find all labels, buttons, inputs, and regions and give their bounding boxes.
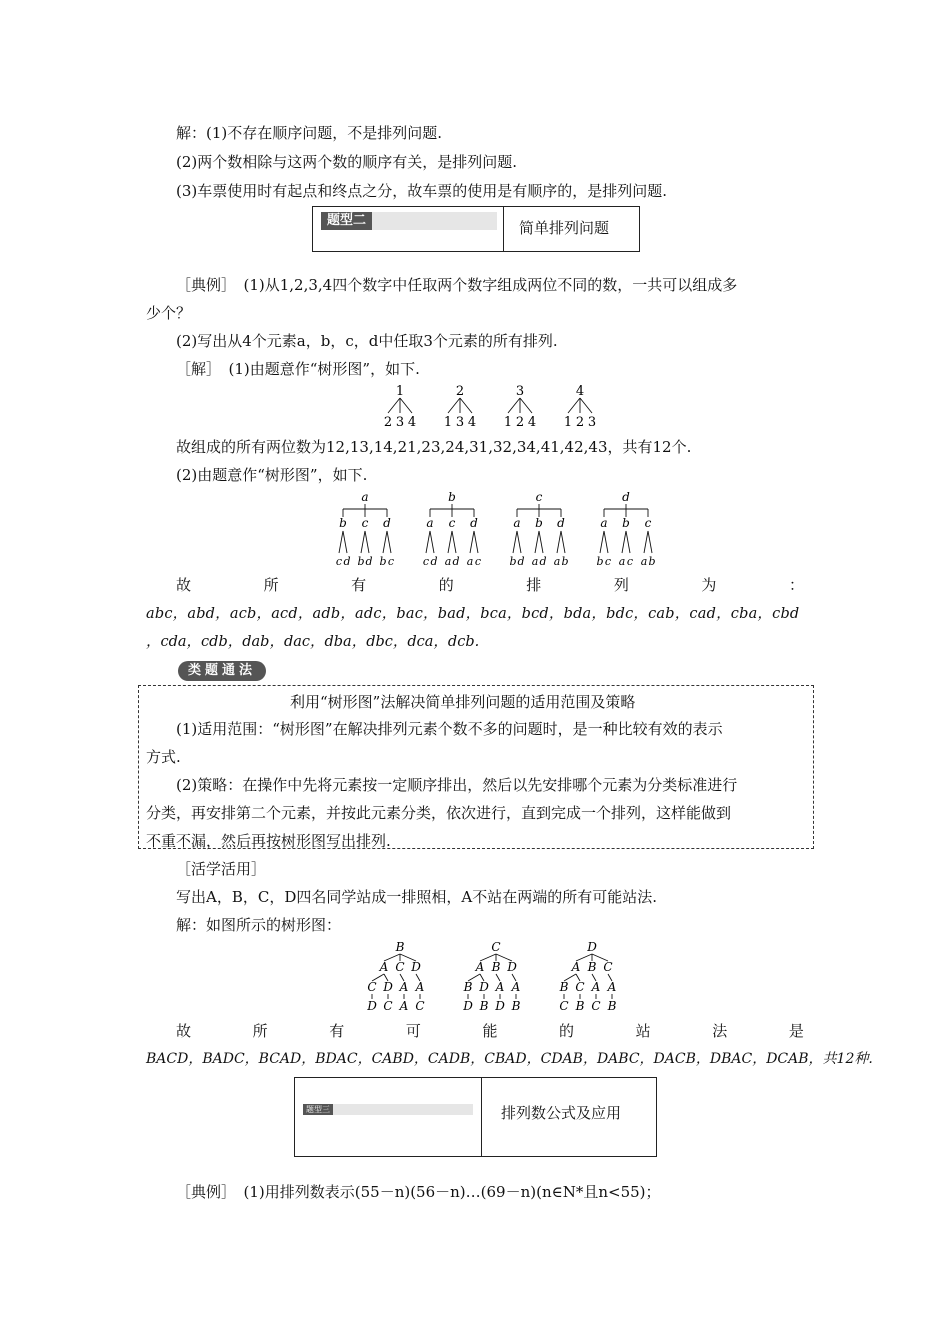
tree-leaf-node: D	[367, 999, 377, 1013]
tree-node: A	[475, 960, 485, 974]
result-word: 为	[701, 576, 717, 594]
tree-leaf-node: 3	[395, 415, 405, 430]
result-word: 所	[252, 1022, 268, 1040]
tree-node: B	[491, 960, 501, 974]
tree-edge	[626, 531, 630, 553]
tree-leaf-node: B	[607, 999, 617, 1013]
tree-mid-node: b	[535, 516, 543, 530]
tree-leaf-node: a	[531, 555, 539, 568]
tree-edge	[474, 531, 478, 553]
tree-leaf-node: b	[596, 555, 604, 568]
tree-root-node: d	[622, 490, 630, 504]
practice-result-list: BACD，BADC，BCAD，BDAC，CABD，CADB，CBAD，CDAB，DABC，DACB，DBAC，DCAB，共12种.	[146, 1051, 873, 1067]
tree-mid-node: c	[644, 516, 652, 530]
tree-node: C	[367, 980, 377, 994]
section-title: 排列数公式及应用	[501, 1104, 622, 1122]
section-tag: 题型三	[303, 1104, 333, 1115]
tree-edge	[580, 398, 592, 413]
tree-leaf-node: B	[479, 999, 489, 1013]
tree-leaf-node: C	[559, 999, 569, 1013]
tree-node: A	[511, 980, 521, 994]
tree-edge	[557, 531, 561, 553]
tree-leaf-node: C	[415, 999, 425, 1013]
tree-leaf-node: a	[444, 555, 452, 568]
tree-node: D	[479, 980, 489, 994]
tree-leaf-node: d	[365, 555, 373, 568]
tree-mid-node: a	[513, 516, 521, 530]
tree-leaf-node: b	[379, 555, 387, 568]
tree-node: D	[383, 980, 393, 994]
tree-root-node: C	[491, 940, 501, 954]
section-tag: 题型二	[321, 212, 372, 230]
tree-mid-node: d	[470, 516, 478, 530]
result-word: 是	[788, 1022, 804, 1040]
tree-root-node: c	[535, 490, 543, 504]
tree-node: A	[399, 980, 409, 994]
tree-leaf-node: c	[387, 555, 395, 568]
practice-question: 写出A，B，C，D四名同学站成一排照相，A不站在两端的所有可能站法.	[176, 888, 657, 906]
example-question-1a: ［典例］ (1)从1,2,3,4四个数字中任取两个数字组成两位不同的数，一共可以组成多	[176, 276, 738, 294]
result-word: 排	[526, 576, 542, 594]
tree-edge	[383, 531, 387, 553]
tree-root-node: D	[587, 940, 597, 954]
tree-mid-node: a	[426, 516, 434, 530]
tree-node: A	[571, 960, 581, 974]
tree-edge	[508, 398, 520, 413]
tree-edge	[513, 531, 517, 553]
practice-solution: 解：如图所示的树形图：	[176, 916, 342, 934]
example2-question-1: ［典例］ (1)用排列数表示(55－n)(56－n)…(69－n)(n∈N*且n<55)；	[176, 1183, 661, 1201]
tree-mid-node: b	[622, 516, 630, 530]
result-word: 的	[438, 576, 454, 594]
tree-node: A	[379, 960, 389, 974]
result-word: 法	[712, 1022, 728, 1040]
result-word: 列	[613, 576, 629, 594]
tree-edge	[460, 398, 472, 413]
result-word: 的	[559, 1022, 575, 1040]
tree-edge	[600, 531, 604, 553]
tree-leaf-node: a	[553, 555, 561, 568]
tree-leaf-node: 1	[443, 415, 453, 430]
method-p2c: 不重不漏，然后再按树形图写出排列.	[146, 832, 391, 850]
result-word: 能	[482, 1022, 498, 1040]
result-2-spread-line	[176, 574, 804, 596]
tree-node: A	[607, 980, 617, 994]
result-word: 有	[329, 1022, 345, 1040]
tree-node: C	[603, 960, 613, 974]
section-heading-type3	[294, 1077, 657, 1157]
result-2-list-1: abc，abd，acb，acd，adb，adc，bac，bad，bca，bcd，bda，bdc，cab，cad，cba，cbd	[146, 606, 800, 622]
tree-mid-node: a	[600, 516, 608, 530]
tree-leaf-node: A	[399, 999, 409, 1013]
tree-leaf-node: 3	[455, 415, 465, 430]
tree-leaf-node: D	[463, 999, 473, 1013]
tree-diagram-letters	[320, 489, 680, 571]
tree-root-node: b	[448, 490, 456, 504]
tree-mid-node: d	[383, 516, 391, 530]
tree-leaf-node: a	[466, 555, 474, 568]
example-solution-1: ［解］ (1)由题意作“树形图”，如下.	[176, 360, 420, 378]
tree-edge	[430, 531, 434, 553]
tree-edge	[339, 531, 343, 553]
tree-edge	[400, 398, 412, 413]
tree-leaf-node: b	[357, 555, 365, 568]
tree-root-node: a	[361, 490, 369, 504]
method-p2a: (2)策略：在操作中先将元素按一定顺序排出，然后以先安排哪个元素为分类标准进行	[176, 776, 738, 794]
tree-edge	[343, 531, 347, 553]
tree-mid-node: b	[339, 516, 347, 530]
tree-node: C	[395, 960, 405, 974]
method-title: 利用“树形图”法解决简单排列问题的适用范围及策略	[290, 693, 636, 711]
result-word: ：	[788, 576, 804, 594]
tree-node: A	[495, 980, 505, 994]
tree-leaf-node: 4	[527, 415, 537, 430]
tree-root-node: B	[395, 940, 405, 954]
tree-root-node: 3	[515, 384, 525, 399]
tree-edge	[470, 531, 474, 553]
tree-leaf-node: c	[335, 555, 343, 568]
tree-leaf-node: b	[648, 555, 656, 568]
method-p2b: 分类，再安排第二个元素，并按此元素分类，依次进行，直到完成一个排列，这样能做到	[146, 804, 732, 822]
tree-root-node: 1	[395, 384, 405, 399]
tree-leaf-node: C	[383, 999, 393, 1013]
example-question-1b: 少个？	[146, 304, 192, 322]
tree-edge	[535, 531, 539, 553]
tree-edge	[452, 531, 456, 553]
result-2-list-2: ，cda，cdb，dab，dac，dba，dbc，dca，dcb.	[146, 634, 480, 650]
tree-leaf-node: B	[575, 999, 585, 1013]
tree-node: B	[587, 960, 597, 974]
method-p1a: (1)适用范围：“树形图”在解决排列元素个数不多的问题时，是一种比较有效的表示	[176, 720, 723, 738]
section-tag-bar	[321, 212, 497, 230]
tree-edge	[426, 531, 430, 553]
practice-result-spread-line	[176, 1020, 804, 1042]
result-word: 故	[176, 1022, 192, 1040]
tree-leaf-node: d	[343, 555, 351, 568]
tree-leaf-node: 3	[587, 415, 597, 430]
tree-leaf-node: d	[517, 555, 525, 568]
tree-leaf-node: d	[539, 555, 547, 568]
tree-edge	[561, 531, 565, 553]
tree-leaf-node: 2	[383, 415, 393, 430]
tree-leaf-node: a	[640, 555, 648, 568]
tree-edge	[388, 398, 400, 413]
tree-leaf-node: d	[452, 555, 460, 568]
tree-edge	[604, 531, 608, 553]
tree-edge	[648, 531, 652, 553]
tree-leaf-node: 2	[515, 415, 525, 430]
tree-edge	[365, 531, 369, 553]
tree-leaf-node: c	[604, 555, 612, 568]
tree-edge	[387, 531, 391, 553]
example-question-2: (2)写出从4个元素a，b，c，d中任取3个元素的所有排列.	[176, 332, 558, 350]
method-p1b: 方式.	[146, 748, 181, 766]
tree-leaf-node: c	[626, 555, 634, 568]
section-tag-bar	[303, 1104, 473, 1115]
result-word: 站	[635, 1022, 651, 1040]
example-solution-2: (2)由题意作“树形图”，如下.	[176, 466, 368, 484]
tree-root-node: 4	[575, 384, 585, 399]
tree-node: A	[591, 980, 601, 994]
tree-node: B	[559, 980, 569, 994]
tree-edge	[361, 531, 365, 553]
tree-edge	[448, 398, 460, 413]
section-title: 简单排列问题	[519, 219, 610, 237]
tree-leaf-node: 4	[467, 415, 477, 430]
tree-mid-node: d	[557, 516, 565, 530]
tree-node: B	[463, 980, 473, 994]
tree-leaf-node: 1	[503, 415, 513, 430]
tree-leaf-node: 4	[407, 415, 417, 430]
tree-node: D	[411, 960, 421, 974]
tree-leaf-node: C	[591, 999, 601, 1013]
heading-divider	[503, 207, 504, 251]
tree-leaf-node: b	[561, 555, 569, 568]
tree-root-node: 2	[455, 384, 465, 399]
result-word: 可	[405, 1022, 421, 1040]
result-word: 有	[351, 576, 367, 594]
tree-edge	[568, 398, 580, 413]
example-result-1: 故组成的所有两位数为12,13,14,21,23,24,31,32,34,41,42,43，共有12个.	[176, 438, 692, 456]
tree-mid-node: c	[361, 516, 369, 530]
tree-node: C	[575, 980, 585, 994]
tree-leaf-node: B	[511, 999, 521, 1013]
result-word: 故	[176, 576, 192, 594]
tree-leaf-node: a	[618, 555, 626, 568]
tree-edge	[520, 398, 532, 413]
practice-label: ［活学活用］	[176, 860, 267, 878]
tree-edge	[539, 531, 543, 553]
tree-leaf-node: 1	[563, 415, 573, 430]
result-word: 所	[263, 576, 279, 594]
tree-edge	[622, 531, 626, 553]
tree-leaf-node: b	[509, 555, 517, 568]
heading-divider	[481, 1078, 482, 1156]
tree-edge	[517, 531, 521, 553]
tree-node: A	[415, 980, 425, 994]
tree-leaf-node: d	[430, 555, 438, 568]
tree-leaf-node: c	[474, 555, 482, 568]
method-badge: 类题通法	[178, 661, 266, 681]
solution-line-3: (3)车票使用时有起点和终点之分，故车票的使用是有顺序的，是排列问题.	[176, 182, 668, 200]
tree-edge	[644, 531, 648, 553]
tree-leaf-node: 2	[575, 415, 585, 430]
tree-leaf-node: c	[422, 555, 430, 568]
tree-leaf-node: D	[495, 999, 505, 1013]
tree-node: D	[507, 960, 517, 974]
section-heading-type2	[312, 206, 640, 252]
solution-line-1: 解：(1)不存在顺序问题，不是排列问题.	[176, 124, 443, 142]
solution-line-2: (2)两个数相除与这两个数的顺序有关，是排列问题.	[176, 153, 518, 171]
tree-edge	[448, 531, 452, 553]
tree-diagram-numbers	[370, 383, 610, 433]
tree-mid-node: c	[448, 516, 456, 530]
tree-diagram-students	[350, 939, 650, 1013]
